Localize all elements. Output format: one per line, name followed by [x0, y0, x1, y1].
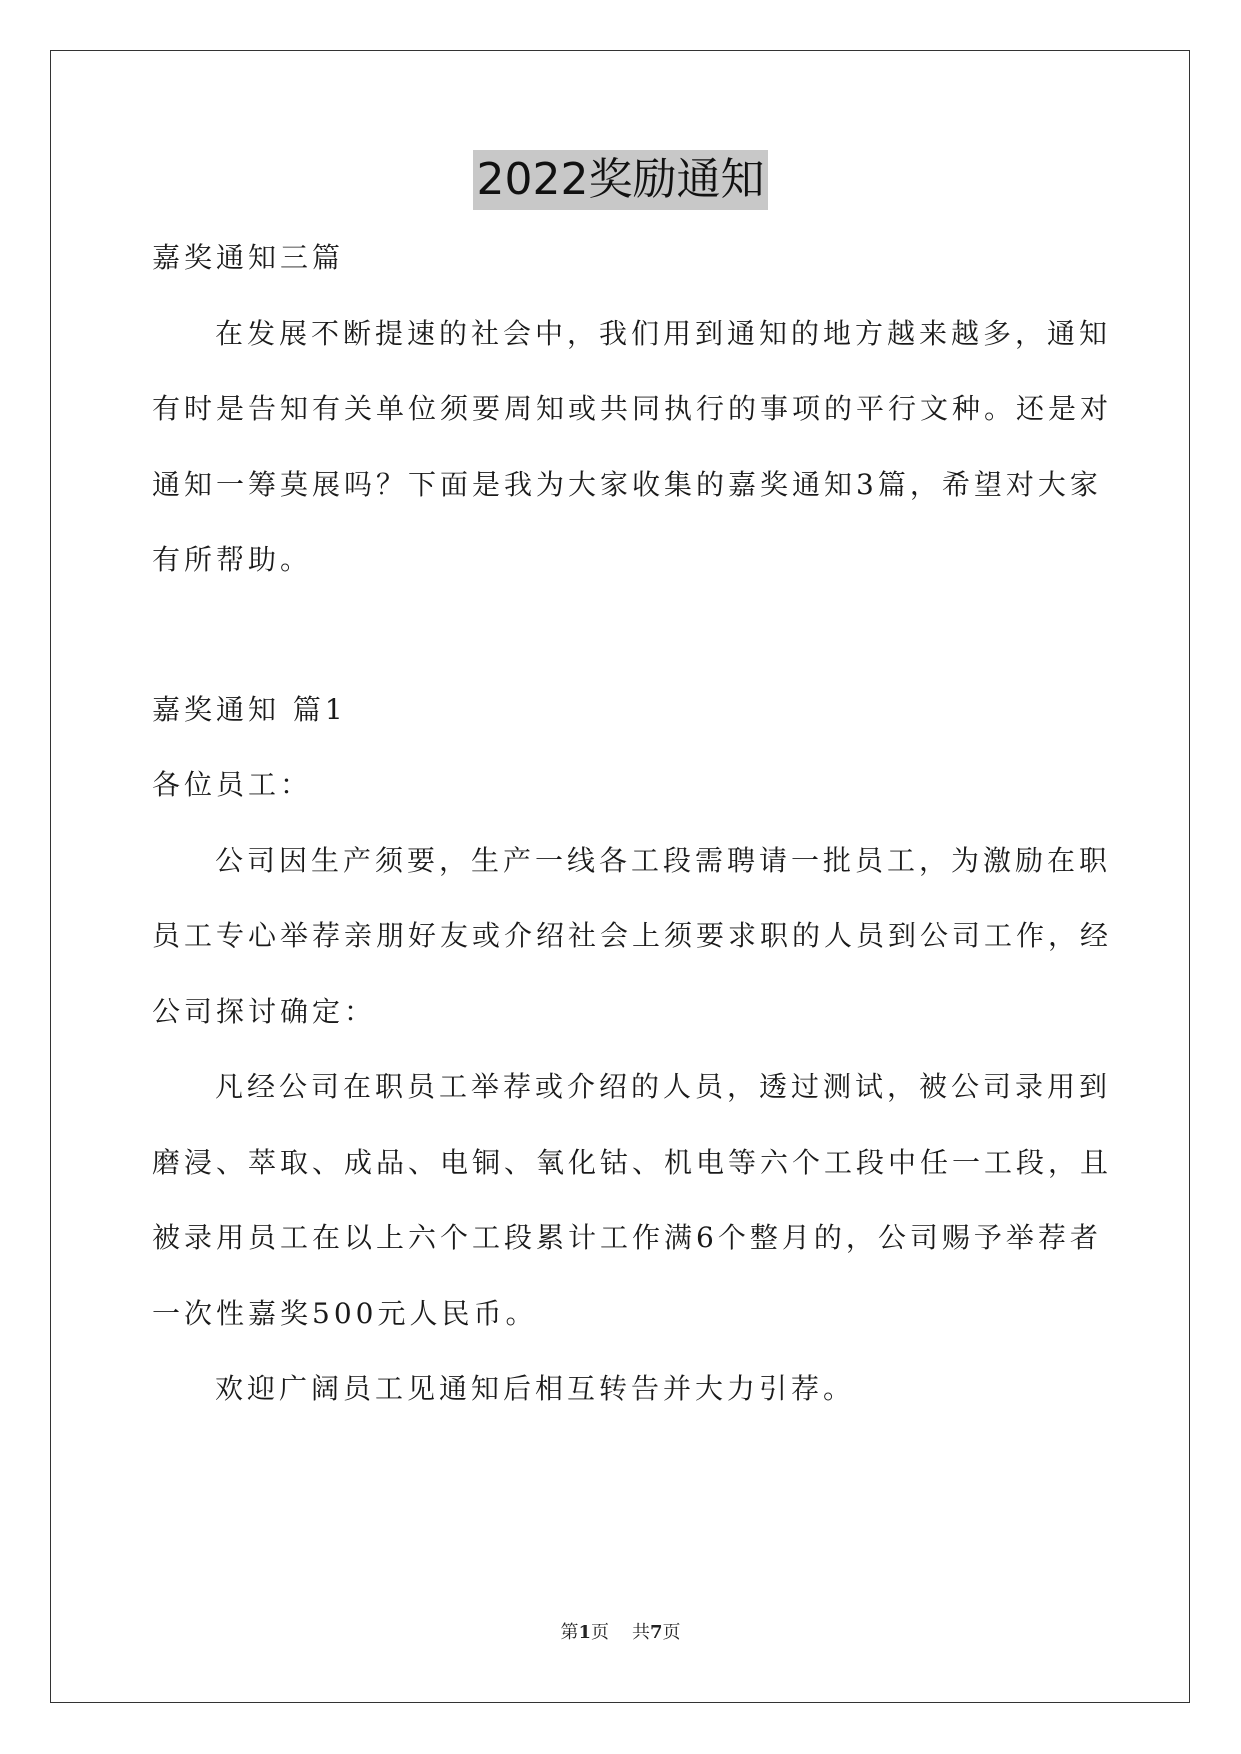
footer-page-prefix: 第 [560, 1622, 579, 1643]
paragraph-line: 磨浸、萃取、成品、电铜、氧化钴、机电等六个工段中任一工段，且 [152, 1146, 1113, 1179]
footer-total-suffix: 页 [662, 1622, 681, 1643]
footer-total-number: 7 [649, 1622, 663, 1643]
page-footer [0, 1618, 1241, 1644]
footer-page-suffix: 页 [591, 1622, 610, 1643]
footer-page-number: 1 [578, 1622, 592, 1643]
document-title [0, 150, 1241, 210]
section-heading: 嘉奖通知 篇1 [152, 693, 347, 726]
paragraph-line: 公司探讨确定： [152, 995, 377, 1028]
salutation: 各位员工： [152, 768, 313, 801]
paragraph-line: 员工专心举荐亲朋好友或介绍社会上须要求职的人员到公司工作，经 [152, 919, 1113, 952]
paragraph-line: 有时是告知有关单位须要周知或共同执行的事项的平行文种。还是对 [152, 392, 1113, 425]
document-title-text: 2022奖励通知 [473, 150, 769, 210]
paragraph-line: 在发展不断提速的社会中，我们用到通知的地方越来越多，通知 [215, 317, 1112, 350]
paragraph-line: 欢迎广阔员工见通知后相互转告并大力引荐。 [215, 1372, 856, 1405]
paragraph-line: 公司因生产须要，生产一线各工段需聘请一批员工，为激励在职 [215, 844, 1112, 877]
paragraph-line: 凡经公司在职员工举荐或介绍的人员，透过测试，被公司录用到 [215, 1070, 1112, 1103]
paragraph-line: 一次性嘉奖500元人民币。 [152, 1297, 538, 1330]
paragraph-line: 通知一筹莫展吗？下面是我为大家收集的嘉奖通知3篇，希望对大家 [152, 468, 1102, 501]
paragraph-line: 有所帮助。 [152, 543, 313, 576]
subtitle-line: 嘉奖通知三篇 [152, 241, 345, 274]
footer-total-prefix: 共 [631, 1622, 650, 1643]
paragraph-line: 被录用员工在以上六个工段累计工作满6个整月的，公司赐予举荐者 [152, 1221, 1102, 1254]
